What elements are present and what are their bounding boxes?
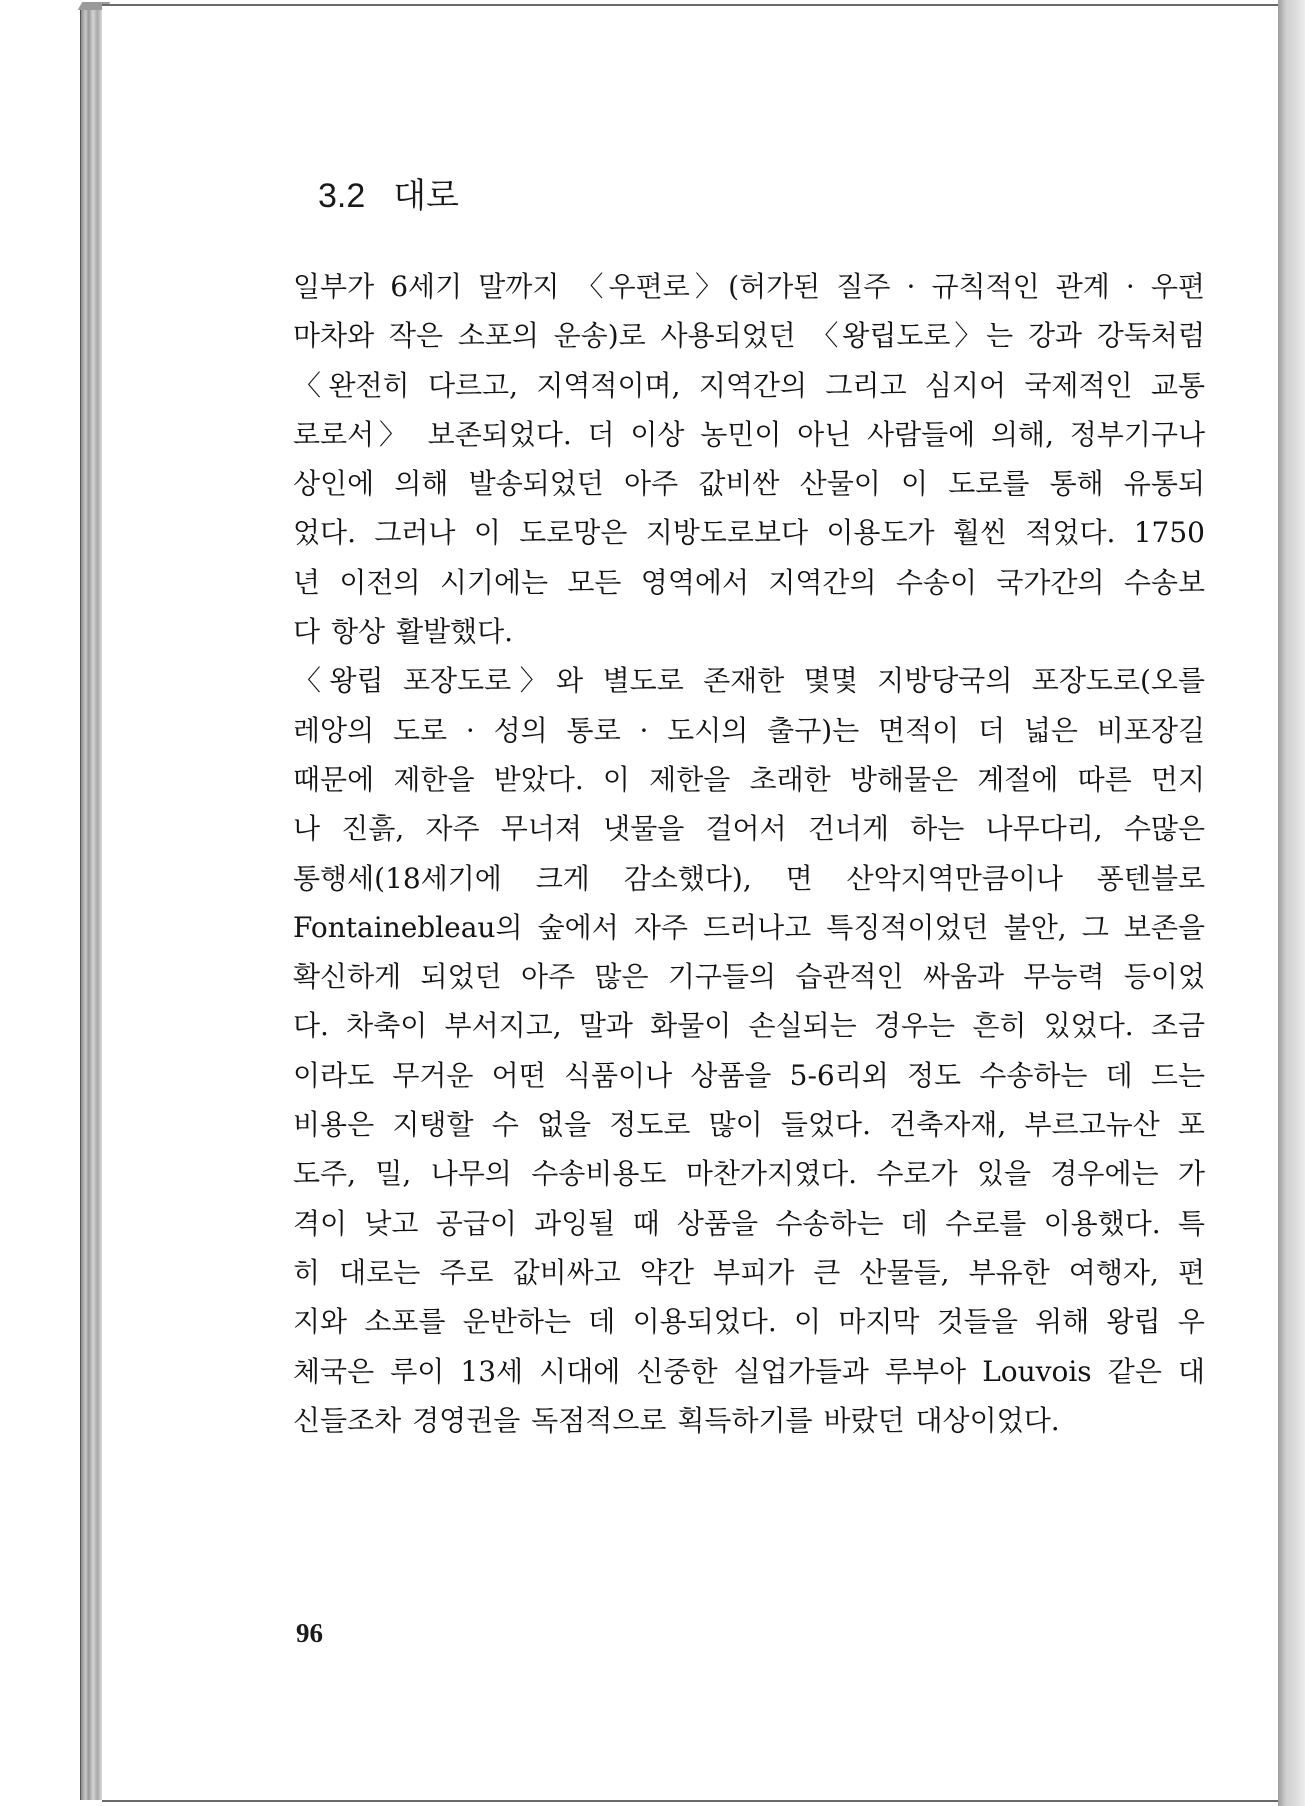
text-line: 다 항상 활발했다. — [293, 615, 514, 649]
text-line: Fontainebleau의 숲에서 자주 드러나고 특징적이었던 불안, 그 보존을 — [293, 910, 1205, 944]
text-line: 히 대로는 주로 값비싸고 약간 부피가 큰 산물들, 부유한 여행자, 편 — [293, 1255, 1205, 1289]
text-line: 〈완전히 다르고, 지역적이며, 지역간의 그리고 심지어 국제적인 교통 — [293, 368, 1205, 402]
text-line: 일부가 6세기 말까지 〈우편로〉(허가된 질주 · 규칙적인 관계 · 우편 — [293, 270, 1205, 303]
text-line: 신들조차 경영권을 독점적으로 획득하기를 바랐던 대상이었다. — [293, 1403, 1060, 1437]
text-line: 었다. 그러나 이 도로망은 지방도로보다 이용도가 훨씬 적었다. 1750 — [293, 516, 1205, 550]
text-line: 상인에 의해 발송되었던 아주 값비싼 산물이 이 도로를 통해 유통되 — [293, 467, 1205, 501]
text-line: 레앙의 도로 · 성의 통로 · 도시의 출구)는 면적이 더 넓은 비포장길 — [293, 713, 1205, 747]
text-line: 확신하게 되었던 아주 많은 기구들의 습관적인 싸움과 무능력 등이었 — [293, 960, 1205, 994]
text-line: 다. 차축이 부서지고, 말과 화물이 손실되는 경우는 흔히 있었다. 조금 — [293, 1009, 1205, 1043]
paragraph-1 — [293, 262, 1205, 656]
text-line: 격이 낮고 공급이 과잉될 때 상품을 수송하는 데 수로를 이용했다. 특 — [293, 1206, 1205, 1240]
text-line: 나 진흙, 자주 무너져 냇물을 걸어서 건너게 하는 나무다리, 수많은 — [293, 812, 1205, 846]
text-line: 때문에 제한을 받았다. 이 제한을 초래한 방해물은 계절에 따른 먼지 — [293, 762, 1205, 796]
body-text — [293, 262, 1205, 1445]
text-line: 체국은 루이 13세 시대에 신중한 실업가들과 루부아 Louvois 같은 대 — [293, 1354, 1205, 1388]
text-line: 마차와 작은 소포의 운송)로 사용되었던 〈왕립도로〉는 강과 강둑처럼 — [293, 319, 1205, 353]
text-line: 년 이전의 시기에는 모든 영역에서 지역간의 수송이 국가간의 수송보 — [293, 565, 1205, 599]
section-heading — [318, 168, 459, 217]
page-stack-edge-left — [80, 6, 103, 1800]
section-number: 3.2 — [318, 177, 366, 215]
section-title: 대로 — [393, 176, 459, 216]
paragraph-2 — [293, 656, 1205, 1445]
text-line: 통행세(18세기에 크게 감소했다), 면 산악지역만큼이나 퐁텐블로 — [293, 861, 1205, 895]
text-line: 로로서〉 보존되었다. 더 이상 농민이 아닌 사람들에 의해, 정부기구나 — [293, 417, 1205, 451]
page-gutter-shadow — [1278, 0, 1305, 1806]
text-line: 이라도 무거운 어떤 식품이나 상품을 5-6리외 정도 수송하는 데 드는 — [293, 1058, 1205, 1092]
text-line: 도주, 밀, 나무의 수송비용도 마찬가지였다. 수로가 있을 경우에는 가 — [293, 1157, 1205, 1191]
page-number: 96 — [296, 1618, 323, 1648]
text-line: 지와 소포를 운반하는 데 이용되었다. 이 마지막 것들을 위해 왕립 우 — [293, 1305, 1205, 1339]
text-line: 〈왕립 포장도로〉와 별도로 존재한 몇몇 지방당국의 포장도로(오를 — [293, 664, 1205, 698]
text-line: 비용은 지탱할 수 없을 정도로 많이 들었다. 건축자재, 부르고뉴산 포 — [293, 1108, 1205, 1142]
